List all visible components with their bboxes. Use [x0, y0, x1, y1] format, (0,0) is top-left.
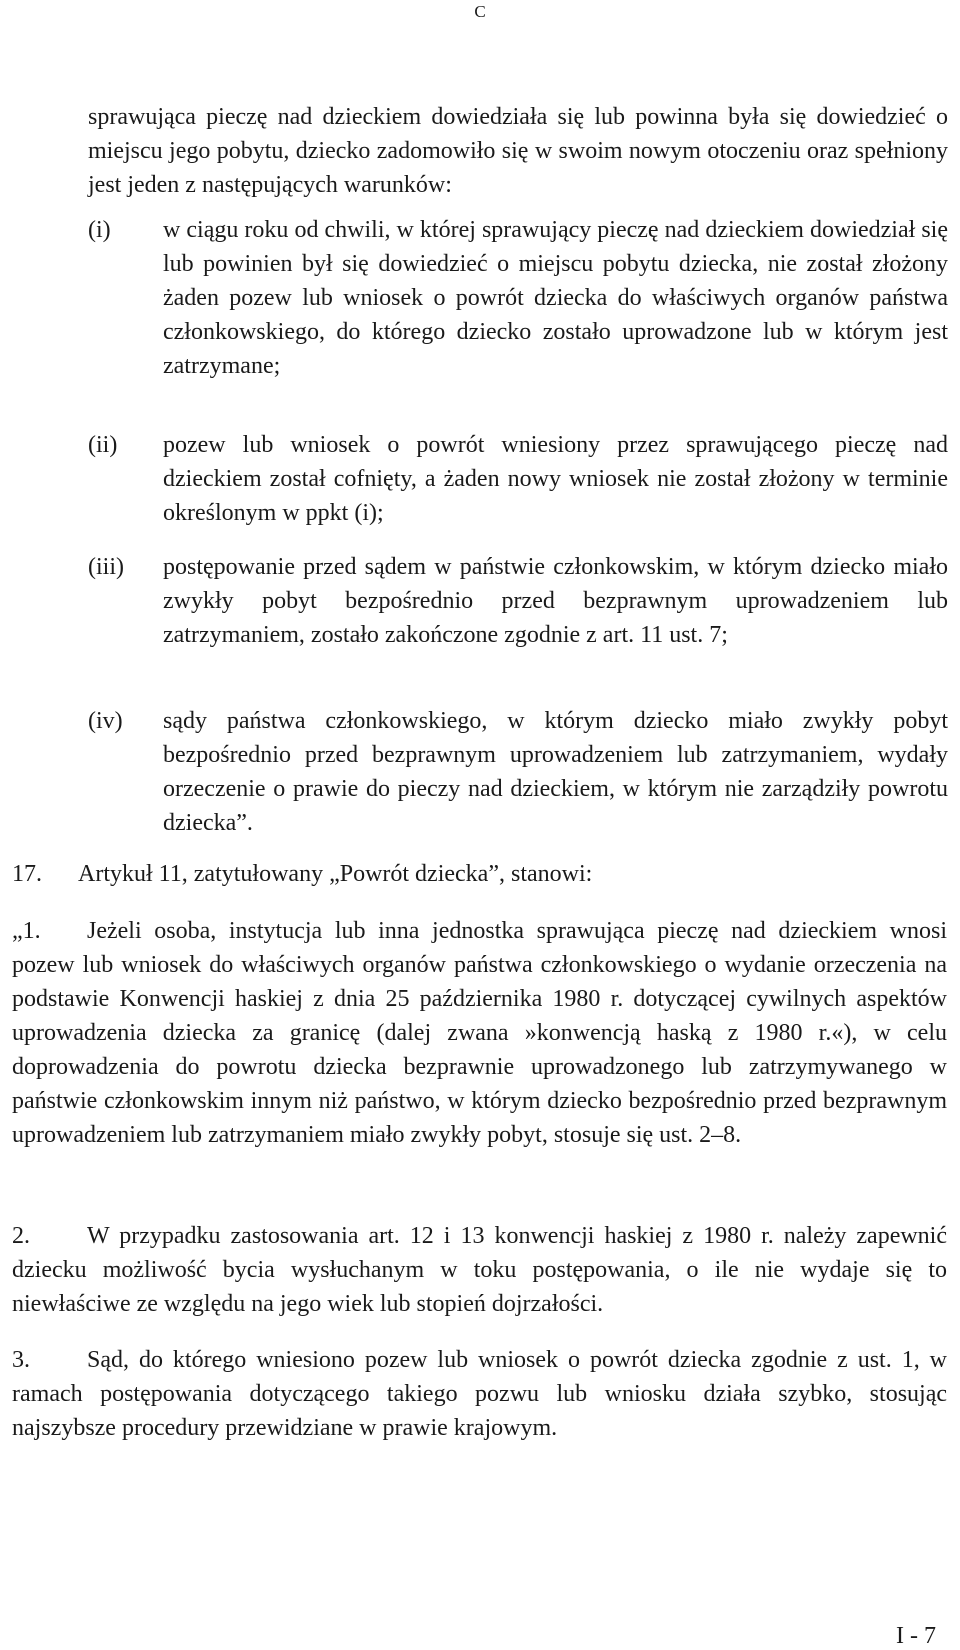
page-header-mark: C [474, 2, 486, 21]
quote-paragraph [12, 914, 947, 1152]
list-item [88, 550, 948, 652]
list-item [88, 213, 948, 383]
list-item-number: (ii) [88, 432, 118, 458]
paragraph-text: W przypadku zastosowania art. 12 i 13 konwencji haskiej z 1980 r. należy zapewnić dziecku możliwość bycia wysłuchanym w toku postępowania, o ile nie wydaje się to niewłaściwe ze względu na jego wiek lub stopień dojrzałości. [12, 1223, 947, 1317]
paragraph-number: 3. [12, 1347, 30, 1373]
quote-paragraph [12, 1343, 947, 1445]
list-item [88, 428, 948, 530]
list-item [88, 704, 948, 840]
paragraph-number: „1. [12, 918, 41, 944]
quote-paragraph [12, 1219, 947, 1321]
list-item-number: (iv) [88, 708, 123, 734]
paragraph-text: Sąd, do którego wniesiono pozew lub wniosek o powrót dziecka zgodnie z ust. 1, w ramach postępowania dotyczącego takiego pozwu lub wniosku działa szybko, stosując najszybsze procedury przewidziane w prawie krajowym. [12, 1347, 947, 1441]
section-heading [12, 857, 947, 891]
list-item-number: (i) [88, 217, 111, 243]
paragraph-number: 2. [12, 1223, 30, 1249]
list-item-text: pozew lub wniosek o powrót wniesiony przez sprawującego pieczę nad dzieckiem został cofnięty, a żaden nowy wniosek nie został złożony w terminie określonym w ppkt (i); [163, 432, 948, 526]
section-title: Artykuł 11, zatytułowany „Powrót dziecka”, stanowi: [78, 861, 593, 887]
list-item-text: postępowanie przed sądem w państwie członkowskim, w którym dziecko miało zwykły pobyt bezpośrednio przed bezprawnym uprowadzeniem lub zatrzymaniem, zostało zakończone zgodnie z art. 11 ust. 7; [163, 554, 948, 648]
intro-paragraph: sprawująca pieczę nad dzieckiem dowiedziała się lub powinna była się dowiedzieć o miejscu jego pobytu, dziecko zadomowiło się w swoim nowym otoczeniu oraz spełniony jest jeden z następujących warunków: [88, 104, 948, 198]
list-item-text: w ciągu roku od chwili, w której sprawujący pieczę nad dzieckiem dowiedział się lub powinien był się dowiedzieć o miejscu pobytu dziecka, nie został złożony żaden pozew lub wniosek o powrót dziecka do właściwych organów państwa członkowskiego, do którego dziecko zostało uprowadzone lub w którym jest zatrzymane; [163, 217, 948, 379]
page-number: I - 7 [896, 1623, 936, 1649]
paragraph-text: Jeżeli osoba, instytucja lub inna jednostka sprawująca pieczę nad dzieckiem wnosi pozew lub wniosek do właściwych organów państwa członkowskiego o wydanie orzeczenia na podstawie Konwencji haskiej z dnia 25 października 1980 r. dotyczącej cywilnych aspektów uprowadzenia dziecka za granicę (dalej zwana »konwencją haską z 1980 r.«), w celu doprowadzenia do powrotu dziecka bezprawnie uprowadzonego lub zatrzymywanego w państwie członkowskim innym niż państwo, w którym dziecko bezpośrednio przed bezprawnym uprowadzeniem lub zatrzymaniem miało zwykły pobyt, stosuje się ust. 2–8. [12, 918, 947, 1148]
list-item-number: (iii) [88, 554, 124, 580]
section-number: 17. [12, 861, 42, 887]
list-item-text: sądy państwa członkowskiego, w którym dziecko miało zwykły pobyt bezpośrednio przed bezprawnym uprowadzeniem lub zatrzymaniem, wydały orzeczenie o prawie do pieczy nad dzieckiem, w którym nie zarządziły powrotu dziecka”. [163, 708, 948, 836]
